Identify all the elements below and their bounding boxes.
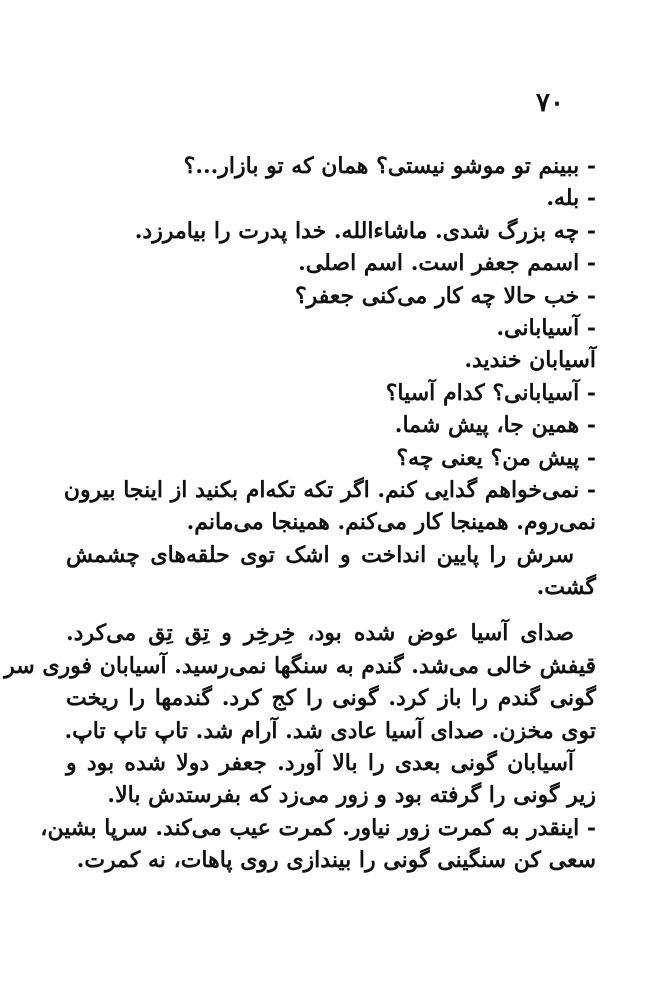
text-line: - همین جا، پیش شما.: [394, 412, 596, 439]
text-line: آسیابان گونی بعدی را بالا آورد. جعفر دولا شده بود و: [66, 750, 574, 777]
text-line: - پیش من؟ یعنی چه؟: [396, 444, 596, 471]
paragraph-gap: [66, 603, 596, 617]
text-line: - چه بزرگ شدی. ماشاءالله. خدا پدرت را بیامرزد.: [134, 217, 596, 244]
text-line: - ببینم تو موشو نیستی؟ همان که تو بازار...؟: [183, 153, 596, 179]
text-line: زیر گونی را گرفته بود و زور می‌زد که بفرستدش بالا.: [107, 782, 596, 809]
text-line: گونی گندم را باز کرد. گونی را کج کرد. گندمها را ریخت: [66, 685, 596, 712]
text-line: قیفش خالی می‌شد. گندم به سنگها نمی‌رسید. آسیابان فوری سر: [4, 652, 596, 679]
text-line: سرش را پایین انداخت و اشک توی حلقه‌های چشمش: [66, 541, 574, 568]
text-line: - بله.: [546, 185, 596, 212]
text-line: - آسیابانی؟ کدام آسیا؟: [385, 379, 596, 406]
text-line: - اسمم جعفر است. اسم اصلی.: [298, 250, 596, 277]
text-line: توی مخزن. صدای آسیا عادی شد. آرام شد. تاپ تاپ تاپ.: [64, 717, 596, 744]
text-line: صدای آسیا عوض شده بود، خِرخِر و تِق تِق می‌کرد.: [66, 620, 574, 647]
text-line: - آسیابانی.: [496, 314, 596, 341]
text-line: گشت.: [536, 574, 596, 601]
text-line: - اینقدر به کمرت زور نیاور. کمرت عیب می‌کند. سرپا بشین،: [40, 814, 596, 841]
page-number: ۷۰: [536, 88, 564, 118]
text-line: نمی‌روم. همینجا کار می‌کنم. همینجا می‌مانم.: [186, 509, 596, 536]
text-body: [4, 150, 596, 877]
text-line: - نمی‌خواهم گدایی کنم. اگر تکه تکه‌ام بکنید از اینجا بیرون: [63, 476, 596, 503]
text-line: سعی کن سنگینی گونی را بیندازی روی پاهات، نه کمرت.: [76, 847, 596, 874]
text-line: - خب حالا چه کار می‌کنی جعفر؟: [294, 282, 596, 309]
text-line: آسیابان خندید.: [464, 347, 596, 374]
